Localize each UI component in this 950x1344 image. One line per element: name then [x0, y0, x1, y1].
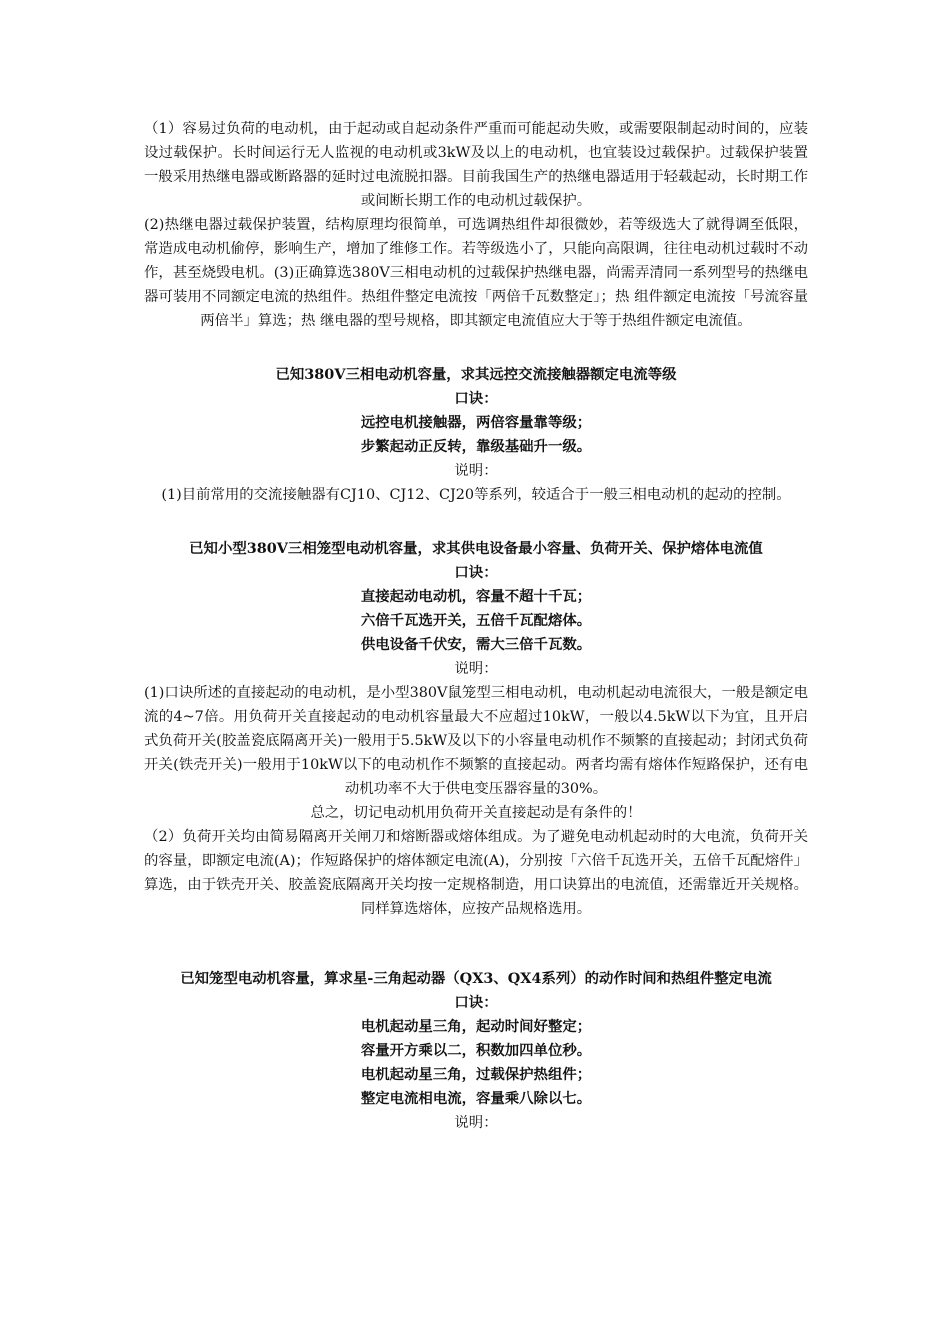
section-direct-start: [144, 537, 808, 921]
explanation-note: 总之，切记电动机用负荷开关直接起动是有条件的！: [310, 805, 642, 821]
koujue-label: 口诀：: [454, 390, 498, 407]
koujue-line: 容量开方乘以二，积数加四单位秒。: [360, 1042, 592, 1059]
section-star-delta: [144, 967, 808, 1135]
koujue-label: 口诀：: [454, 994, 498, 1011]
section-contactor: [144, 363, 808, 507]
section-title: 已知小型380V三相笼型电动机容量，求其供电设备最小容量、负荷开关、保护熔体电流值: [189, 540, 763, 557]
shuoming-label: 说明：: [454, 661, 498, 677]
shuoming-label: 说明：: [454, 463, 498, 479]
explanation-paragraph: (1)目前常用的交流接触器有CJ10、CJ12、CJ20等系列，较适合于一般三相电动机的起动的控制。: [161, 487, 791, 503]
explanation-paragraph: (1)口诀所述的直接起动的电动机，是小型380V鼠笼型三相电动机，电动机起动电流很大，一般是额定电流的4~7倍。用负荷开关直接起动的电动机容量最大不应超过10kW，一般以4.5kW以下为宜，且开启式负荷开关(胶盖瓷底隔离开关)一般用于5.5kW及以下的小容量电动机作不频繁的直接起动；封闭式负荷开关(铁壳开关)一般用于10kW以下的电动机作不频繁的直接起动。两者均需有熔体作短路保护，还有电动机功率不大于供电变压器容量的30%。: [144, 685, 808, 797]
koujue-line: 供电设备千伏安，需大三倍千瓦数。: [360, 636, 592, 653]
koujue-line: 电机起动星三角，过载保护热组件；: [360, 1066, 592, 1083]
intro-paragraph-2: (2)热继电器过载保护装置，结构原理均很简单，可选调热组件却很微妙，若等级选大了就得调至低限，常造成电动机偷停，影响生产，增加了维修工作。若等级选小了，只能向高限调，往往电动机过载时不动作，甚至烧毁电机。(3)正确算选380V三相电动机的过载保护热继电器，尚需弄清同一系列型号的热继电器可装用不同额定电流的热组件。热组件整定电流按「两倍千瓦数整定」；热 组件额定电流按「号流容量两倍半」算选；热 继电器的型号规格，即其额定电流值应大于等于热组件额定电流值。: [144, 217, 808, 329]
koujue-line: 直接起动电动机，容量不超十千瓦；: [360, 588, 592, 605]
section-title: 已知笼型电动机容量，算求星-三角起动器（QX3、QX4系列）的动作时间和热组件整定电流: [180, 970, 772, 987]
explanation-paragraph: （2）负荷开关均由简易隔离开关闸刀和熔断器或熔体组成。为了避免电动机起动时的大电流，负荷开关的容量，即额定电流(A)；作短路保护的熔体额定电流(A)，分别按「六倍千瓦选开关，五倍千瓦配熔件」算选，由于铁壳开关、胶盖瓷底隔离开关均按一定规格制造，用口诀算出的电流值，还需靠近开关规格。同样算选熔体，应按产品规格选用。: [144, 829, 808, 917]
shuoming-label: 说明：: [454, 1115, 498, 1131]
koujue-line: 六倍千瓦选开关，五倍千瓦配熔体。: [360, 612, 592, 629]
koujue-line: 远控电机接触器，两倍容量靠等级；: [360, 414, 592, 431]
koujue-line: 步繁起动正反转，靠级基础升一级。: [360, 438, 592, 455]
document-body: [144, 117, 808, 1135]
koujue-line: 电机起动星三角，起动时间好整定；: [360, 1018, 592, 1035]
intro-paragraph-1: （1）容易过负荷的电动机，由于起动或自起动条件严重而可能起动失败，或需要限制起动时间的，应装设过载保护。长时间运行无人监视的电动机或3kW及以上的电动机，也宜装设过载保护。过载保护装置一般采用热继电器或断路器的延时过电流脱扣器。目前我国生产的热继电器适用于轻载起动，长时期工作或间断长期工作的电动机过载保护。: [144, 121, 808, 209]
koujue-line: 整定电流相电流，容量乘八除以七。: [360, 1090, 592, 1107]
koujue-label: 口诀：: [454, 564, 498, 581]
section-title: 已知380V三相电动机容量，求其远控交流接触器额定电流等级: [275, 366, 677, 383]
